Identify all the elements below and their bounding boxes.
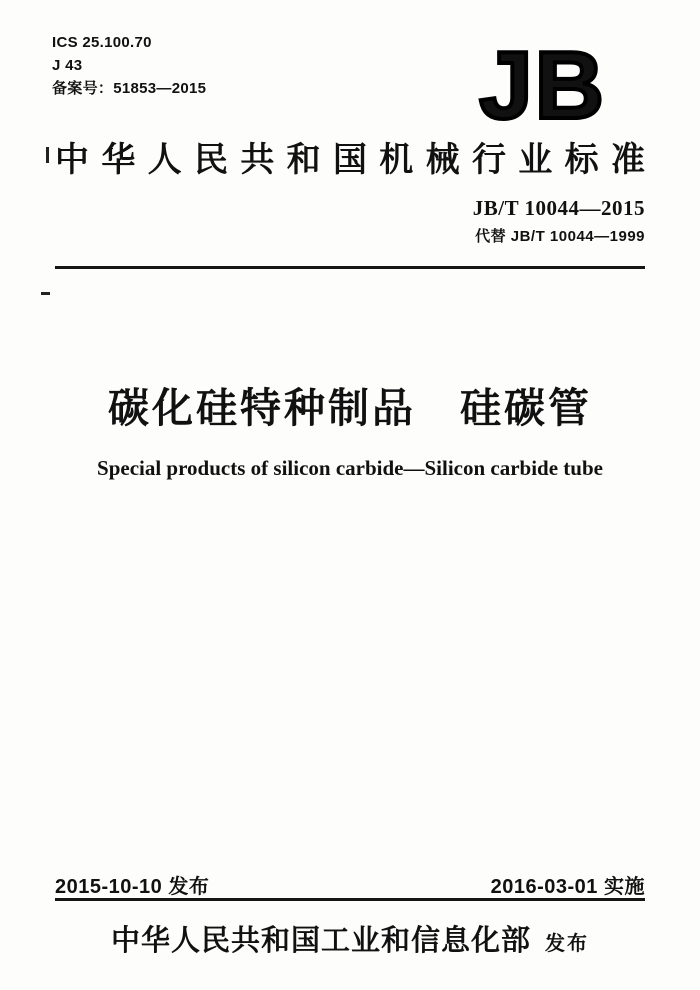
title-chinese: 碳化硅特种制品 硅碳管 [108, 385, 592, 431]
issue-date: 2015-10-10 发布 [55, 876, 210, 898]
ics-code: ICS 25.100.70 [52, 34, 152, 51]
scan-artifact-tick [46, 147, 49, 163]
dates-row [55, 870, 645, 899]
implementation-date: 2016-03-01 实施 [490, 876, 645, 898]
bottom-divider-rule [55, 898, 645, 901]
record-number: 备案号：51853—2015 [52, 80, 207, 97]
replaces-note: 代替 JB/T 10044—1999 [475, 228, 645, 245]
top-divider-rule [55, 266, 645, 269]
classification-code: J 43 [52, 57, 83, 74]
publisher-name: 中华人民共和国工业和信息化部 [110, 925, 531, 957]
standard-number-block [473, 196, 645, 246]
publisher-issued-label: 发布 [545, 933, 589, 955]
standard-number: JB/T 10044—2015 [472, 196, 645, 220]
jb-logo: JB [479, 32, 606, 139]
standard-type-heading: 中 华 人 民 共 和 国 机 械 行 业 标 准 [55, 141, 645, 179]
scan-artifact-dash [41, 292, 50, 295]
metadata-block [52, 31, 206, 100]
title-english: Special products of silicon carbide—Silicon carbide tube [97, 456, 603, 480]
publisher-row [0, 918, 700, 959]
